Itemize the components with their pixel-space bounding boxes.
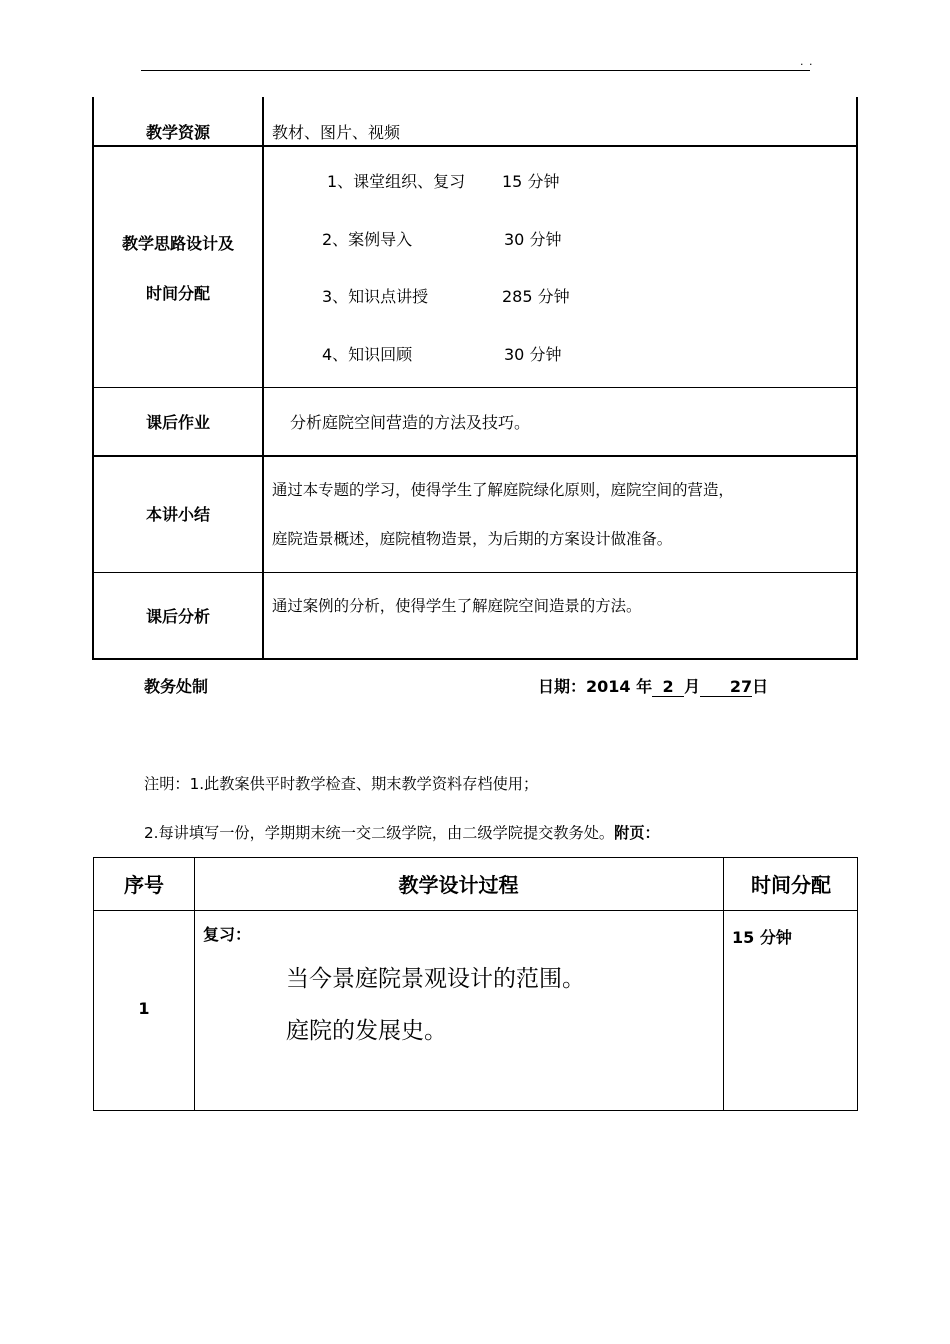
table-border-left [92, 97, 94, 660]
row-time: 15 分钟 [732, 928, 792, 947]
plan-item-text: 3、知识点讲授 [322, 287, 429, 306]
note-line1: 注明：1.此教案供平时教学检查、期末教学资料存档使用； [144, 775, 539, 793]
plan-item-time: 30 分钟 [504, 230, 562, 249]
homework-label: 课后作业 [145, 413, 210, 432]
row-title: 复习： [203, 925, 252, 944]
table-row-line [92, 145, 858, 147]
table-header-line [94, 910, 857, 911]
row-content-line1: 当今景庭院景观设计的范围。 [286, 966, 585, 992]
table-border-right [856, 97, 858, 660]
table-row-line [92, 572, 858, 573]
day-unit: 日 [752, 677, 769, 696]
header-mark: . . [800, 55, 814, 68]
plan-label-line1: 教学思路设计及 [121, 234, 234, 253]
appendix-label: 附页： [614, 824, 660, 842]
summary-line1: 通过本专题的学习，使得学生了解庭院绿化原则，庭院空间的营造， [272, 481, 734, 499]
plan-item-time: 285 分钟 [502, 287, 570, 306]
date-label: 日期：2014 年 [538, 677, 653, 696]
col-header-no: 序号 [124, 873, 164, 897]
summary-label: 本讲小结 [145, 505, 210, 524]
academic-office-label: 教务处制 [144, 677, 209, 696]
col-header-time: 时间分配 [751, 873, 831, 897]
row-no: 1 [138, 999, 150, 1018]
table-row-line [92, 455, 858, 457]
summary-line2: 庭院造景概述，庭院植物造景，为后期的方案设计做准备。 [272, 530, 673, 548]
plan-item-time: 15 分钟 [502, 172, 560, 191]
analysis-value: 通过案例的分析，使得学生了解庭院空间造景的方法。 [272, 597, 642, 615]
plan-item-text: 1、课堂组织、复习 [327, 172, 466, 191]
date-day: 27 [700, 677, 752, 697]
plan-item-time: 30 分钟 [504, 345, 562, 364]
plan-item-text: 2、案例导入 [322, 230, 413, 249]
appendix-table [93, 857, 858, 1111]
header-rule [141, 70, 810, 71]
homework-value: 分析庭院空间营造的方法及技巧。 [290, 413, 531, 432]
date-month: 2 [652, 677, 684, 697]
table-row-line [92, 387, 858, 388]
table-divider [262, 97, 264, 660]
date-line [538, 674, 768, 697]
resources-label: 教学资源 [145, 123, 210, 142]
note-line2 [144, 822, 660, 843]
analysis-label: 课后分析 [145, 607, 210, 626]
resources-value: 教材、图片、视频 [272, 123, 401, 142]
table-bottom-line [92, 658, 858, 660]
note-line2-text: 2.每讲填写一份，学期期末统一交二级学院，由二级学院提交教务处。 [144, 824, 615, 842]
col-header-process: 教学设计过程 [398, 873, 519, 897]
plan-item-text: 4、知识回顾 [322, 345, 413, 364]
row-content-line2: 庭院的发展史。 [286, 1018, 447, 1044]
plan-label-line2: 时间分配 [145, 284, 210, 303]
month-unit: 月 [684, 677, 701, 696]
